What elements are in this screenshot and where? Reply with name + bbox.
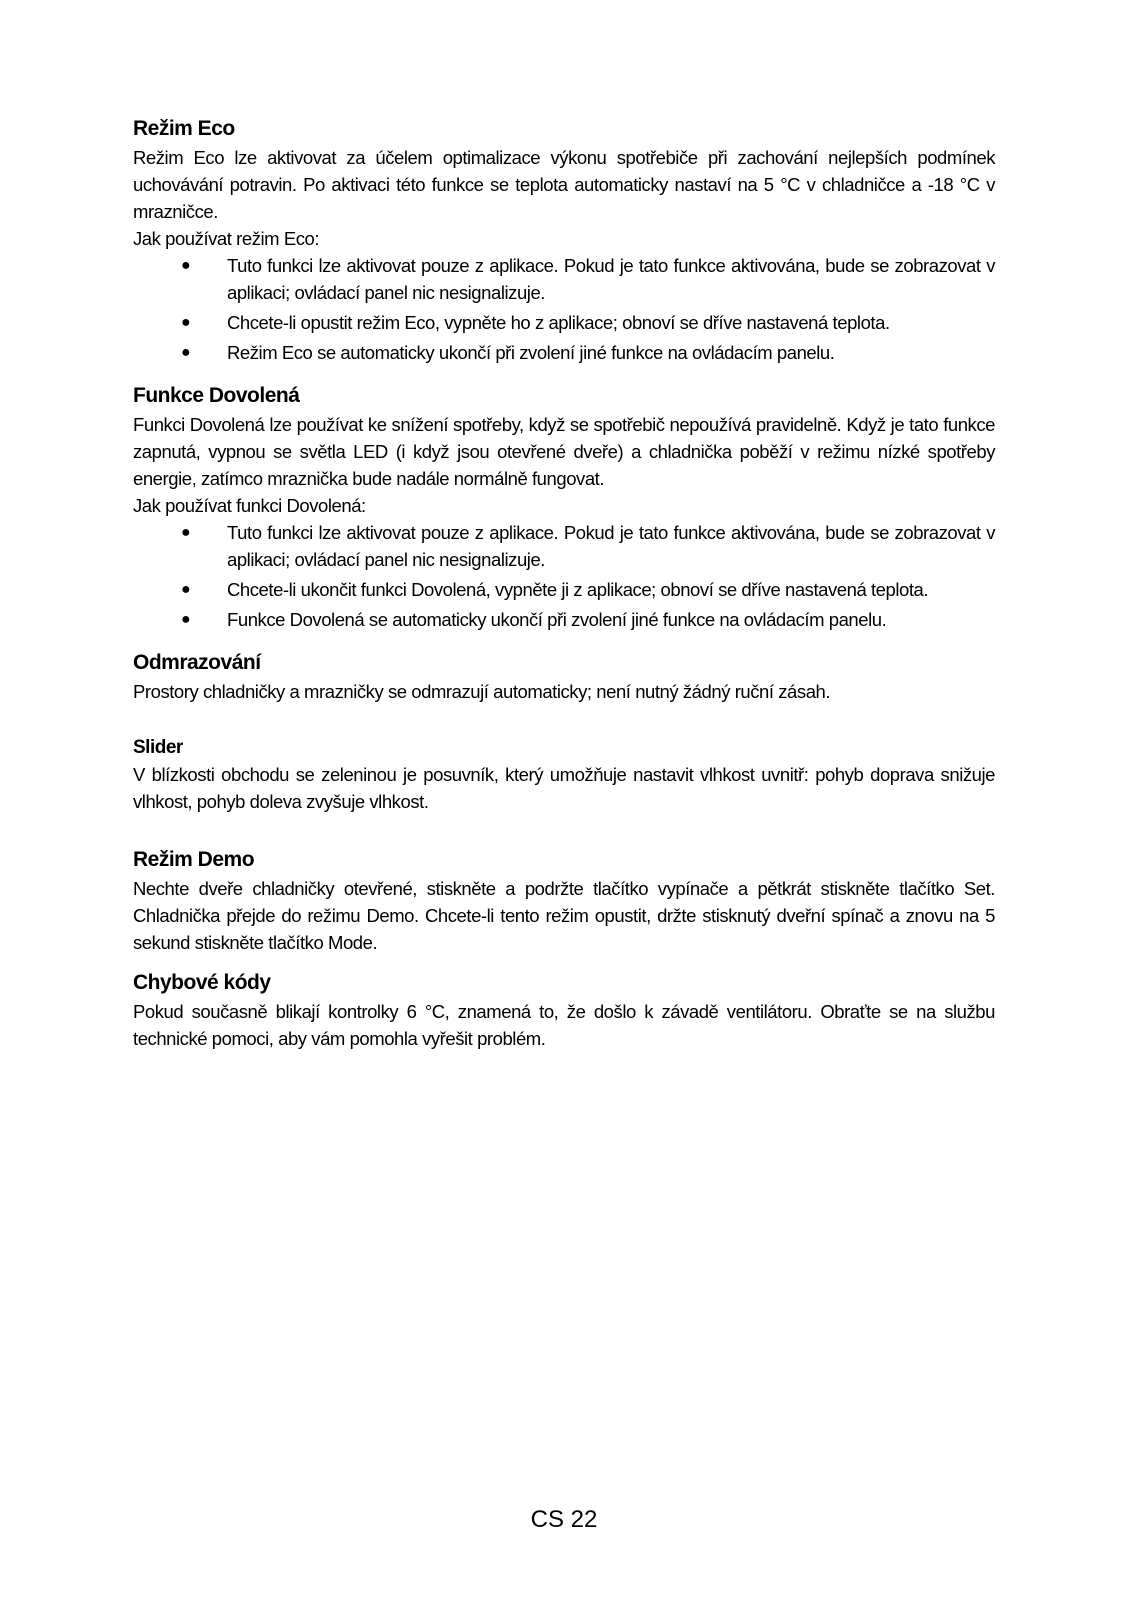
bullet-icon: ● — [181, 524, 191, 541]
section-heading: Funkce Dovolená — [133, 384, 300, 407]
paragraph: Pokud současně blikají kontrolky 6 °C, znamená to, že došlo k závadě ventilátoru. Obraťte se na službu technické pomoci, aby vám pomohla vyřešit problém. — [133, 1001, 995, 1049]
section-holiday-function — [133, 381, 995, 633]
list-item: ● Chcete-li ukončit funkci Dovolená, vypněte ji z aplikace; obnoví se dříve nastavená teplota. — [133, 576, 995, 603]
list-item: ● Tuto funkci lze aktivovat pouze z aplikace. Pokud je tato funkce aktivována, bude se zobrazovat v aplikaci; ovládací panel nic nesignalizuje. — [133, 252, 995, 306]
bullet-icon: ● — [181, 611, 191, 628]
section-eco-mode — [133, 114, 995, 366]
paragraph: Jak používat funkci Dovolená: — [133, 495, 366, 516]
page-number: CS 22 — [530, 1506, 598, 1533]
bullet-icon: ● — [181, 344, 191, 361]
list-item: ● Chcete-li opustit režim Eco, vypněte ho z aplikace; obnoví se dříve nastavená teplota. — [133, 309, 995, 336]
section-heading: Slider — [133, 737, 183, 758]
section-defrosting — [133, 648, 995, 705]
section-slider — [133, 735, 995, 815]
bullet-list — [133, 252, 995, 366]
list-item: ● Tuto funkci lze aktivovat pouze z aplikace. Pokud je tato funkce aktivována, bude se zobrazovat v aplikaci; ovládací panel nic nesignalizuje. — [133, 519, 995, 573]
list-item: ● Funkce Dovolená se automaticky ukončí při zvolení jiné funkce na ovládacím panelu. — [133, 606, 995, 633]
paragraph: Funkci Dovolená lze používat ke snížení spotřeby, když se spotřebič nepoužívá pravidelně. Když je tato funkce zapnutá, vypnou se světla LED (i když jsou otevřené dveře) a chladnička poběží v režimu nízké spotřeby energie, zatímco mraznička bude nadále normálně fungovat. — [133, 414, 995, 489]
section-error-codes — [133, 968, 995, 1052]
paragraph: Prostory chladničky a mrazničky se odmrazují automaticky; není nutný žádný ruční zásah. — [133, 681, 831, 702]
section-heading: Režim Eco — [133, 117, 235, 140]
paragraph: Režim Eco lze aktivovat za účelem optimalizace výkonu spotřebiče při zachování nejlepších podmínek uchovávání potravin. Po aktivaci této funkce se teplota automaticky nastaví na 5 °C v chladničce a -18 °C v mrazničce. — [133, 147, 995, 222]
bullet-icon: ● — [181, 581, 191, 598]
section-heading: Odmrazování — [133, 651, 261, 674]
section-heading: Chybové kódy — [133, 971, 271, 994]
paragraph: V blízkosti obchodu se zeleninou je posuvník, který umožňuje nastavit vlhkost uvnitř: pohyb doprava snižuje vlhkost, pohyb doleva zvyšuje vlhkost. — [133, 764, 995, 812]
bullet-icon: ● — [181, 314, 191, 331]
list-item: ● Režim Eco se automaticky ukončí při zvolení jiné funkce na ovládacím panelu. — [133, 339, 995, 366]
document-page — [133, 114, 995, 1052]
bullet-icon: ● — [181, 257, 191, 274]
paragraph: Nechte dveře chladničky otevřené, stiskněte a podržte tlačítko vypínače a pětkrát stiskněte tlačítko Set. Chladnička přejde do režimu Demo. Chcete-li tento režim opustit, držte stisknutý dveřní spínač a znovu na 5 sekund stiskněte tlačítko Mode. — [133, 878, 995, 953]
section-demo-mode — [133, 845, 995, 956]
section-heading: Režim Demo — [133, 848, 255, 871]
bullet-list — [133, 519, 995, 633]
paragraph: Jak používat režim Eco: — [133, 228, 320, 249]
